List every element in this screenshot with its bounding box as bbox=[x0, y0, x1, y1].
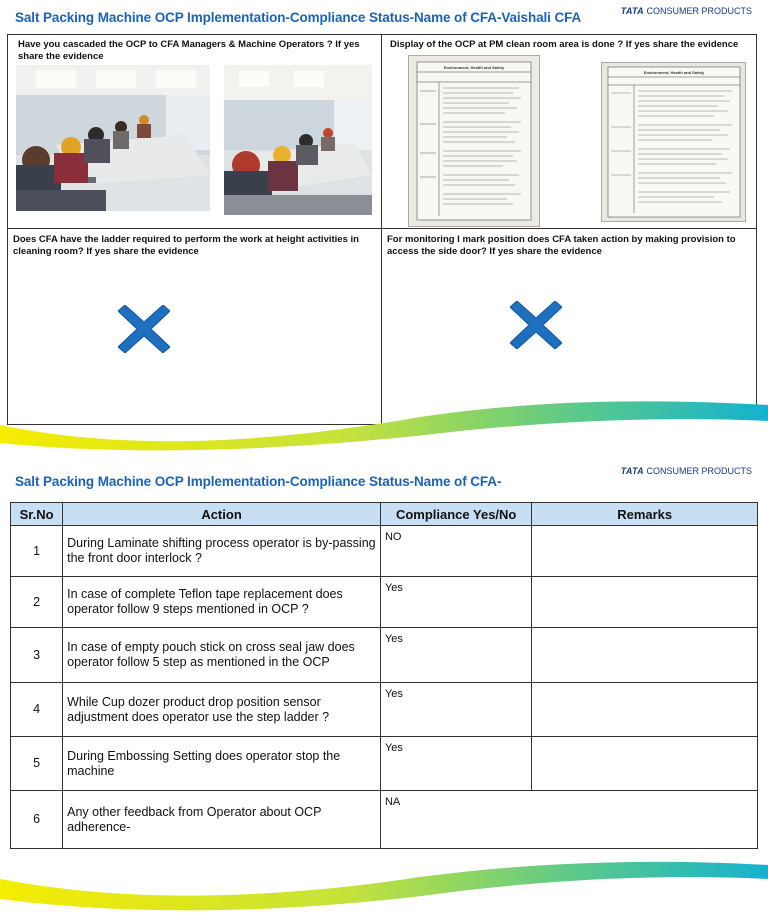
brand-logo bbox=[621, 6, 752, 16]
doc-heading: Environment, Health and Safety bbox=[443, 65, 505, 70]
header-remarks: Remarks bbox=[532, 503, 758, 526]
cell-action: Any other feedback from Operator about OCP adherence- bbox=[63, 791, 381, 849]
cell-remarks bbox=[532, 683, 758, 737]
header-action: Action bbox=[63, 503, 381, 526]
compliance-table bbox=[10, 502, 758, 849]
table-row bbox=[11, 577, 758, 628]
brand-logo bbox=[621, 466, 752, 476]
cell-action: In case of empty pouch stick on cross seal jaw does operator follow 5 step as mentioned in the OCP bbox=[63, 628, 381, 683]
table-row bbox=[11, 628, 758, 683]
question-text: For monitoring I mark position does CFA taken action by making provision to access the side door? If yes share the evidence bbox=[387, 234, 736, 257]
cell-remarks bbox=[532, 577, 758, 628]
cell-remarks bbox=[532, 737, 758, 791]
table-row bbox=[11, 791, 758, 849]
cell-compliance: Yes bbox=[380, 577, 531, 628]
table-row bbox=[11, 737, 758, 791]
cell-sr-no: 5 bbox=[11, 737, 63, 791]
cell-sr-no: 2 bbox=[11, 577, 63, 628]
evidence-grid bbox=[7, 34, 757, 425]
slide-title: Salt Packing Machine OCP Implementation-Compliance Status-Name of CFA- bbox=[15, 474, 502, 489]
x-mark-icon bbox=[118, 305, 170, 353]
cell-action: During Laminate shifting process operator is by-passing the front door interlock ? bbox=[63, 526, 381, 577]
cell-sr-no: 6 bbox=[11, 791, 63, 849]
brand-bold: TATA bbox=[620, 466, 644, 476]
slide-title: Salt Packing Machine OCP Implementation-Compliance Status-Name of CFA-Vaishali CFA bbox=[15, 10, 582, 25]
evidence-cell-display bbox=[382, 35, 756, 229]
doc-heading: Environment, Health and Safety bbox=[643, 70, 705, 75]
evidence-cell-cascade bbox=[8, 35, 382, 229]
slide-compliance-table bbox=[0, 462, 768, 922]
brand-rest: CONSUMER PRODUCTS bbox=[646, 466, 752, 476]
x-mark-icon bbox=[510, 301, 562, 349]
header-sr-no: Sr.No bbox=[11, 503, 63, 526]
cell-sr-no: 4 bbox=[11, 683, 63, 737]
cell-action: While Cup dozer product drop position sensor adjustment does operator use the step ladder ? bbox=[63, 683, 381, 737]
decorative-wave bbox=[0, 395, 768, 458]
question-text: Does CFA have the ladder required to perform the work at height activities in cleaning room? If yes share the evidence bbox=[13, 234, 359, 257]
cell-action: In case of complete Teflon tape replacement does operator follow 9 steps mentioned in OCP ? bbox=[63, 577, 381, 628]
cell-remarks bbox=[532, 628, 758, 683]
brand-rest: CONSUMER PRODUCTS bbox=[646, 6, 752, 16]
header-compliance: Compliance Yes/No bbox=[380, 503, 531, 526]
table-row bbox=[11, 526, 758, 577]
cell-sr-no: 1 bbox=[11, 526, 63, 577]
cell-action: During Embossing Setting does operator stop the machine bbox=[63, 737, 381, 791]
meeting-photo bbox=[16, 65, 210, 211]
ocp-document-photo bbox=[408, 55, 540, 227]
table-row bbox=[11, 683, 758, 737]
cell-remarks bbox=[532, 526, 758, 577]
question-text: Have you cascaded the OCP to CFA Managers & Machine Operators ? If yes share the evidence bbox=[18, 39, 360, 62]
decorative-wave bbox=[0, 857, 768, 922]
cell-compliance: NA bbox=[380, 791, 757, 849]
meeting-photo bbox=[224, 65, 372, 215]
cell-compliance: Yes bbox=[380, 628, 531, 683]
cell-compliance: NO bbox=[380, 526, 531, 577]
cell-compliance: Yes bbox=[380, 683, 531, 737]
ocp-document-photo bbox=[601, 62, 746, 222]
cell-compliance: Yes bbox=[380, 737, 531, 791]
table-header-row bbox=[11, 503, 758, 526]
slide-cfa-evidence bbox=[0, 0, 768, 458]
cell-sr-no: 3 bbox=[11, 628, 63, 683]
brand-bold: TATA bbox=[620, 6, 644, 16]
question-text: Display of the OCP at PM clean room area is done ? If yes share the evidence bbox=[390, 39, 739, 50]
